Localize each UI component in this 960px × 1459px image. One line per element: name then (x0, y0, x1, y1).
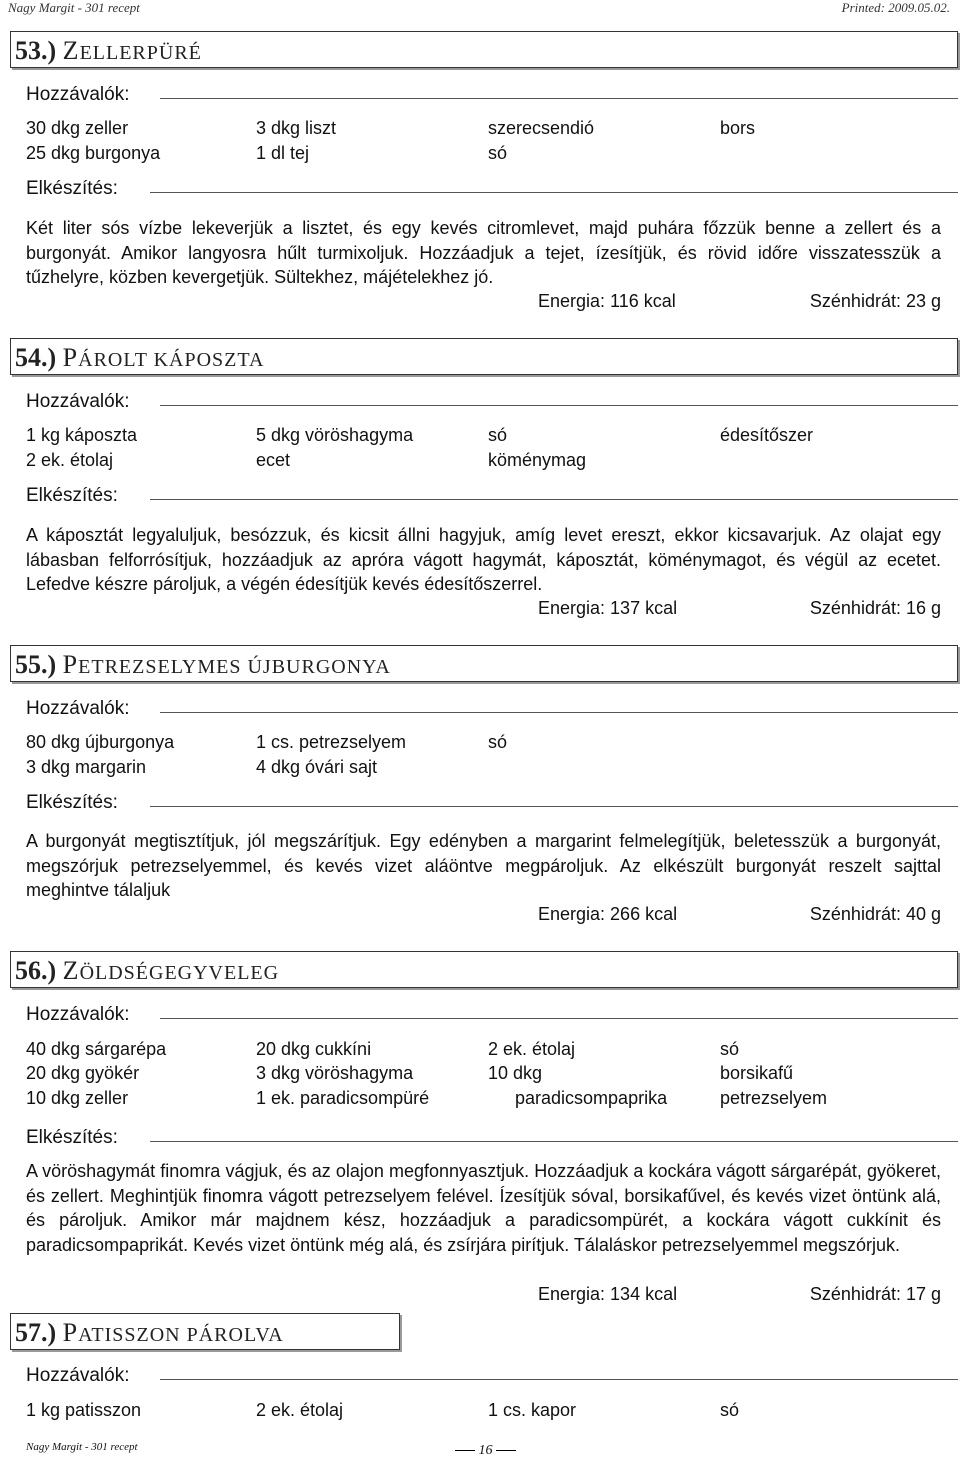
header-right: Printed: 2009.05.02. (841, 0, 950, 15)
page-number (455, 1443, 516, 1459)
recipe-title-57 (10, 1313, 400, 1350)
recipe-title-rest: ETREZSELYMES ÚJBURGONYA (78, 656, 391, 678)
recipe-title-54 (10, 338, 958, 375)
divider (150, 1141, 958, 1142)
ingredient: 80 dkg újburgonya (26, 732, 175, 752)
recipe-title-rest: ÖLDSÉGEGYVELEG (79, 962, 280, 984)
footer-left: Nagy Margit - 301 recept (26, 1441, 138, 1453)
ingredient: só (488, 732, 508, 752)
recipe-number: 54.) (15, 343, 63, 372)
divider (160, 405, 958, 406)
prep-text: A káposztát legyaluljuk, besózzuk, és kicsit állni hagyjuk, amíg levet ereszt, ekkor kicsavarjuk. Az olajat egy lábasban felforrósítjuk, hozzáadjuk az apróra vágott hagymát, káposztát, köménymagot, és végül az ecetet. Lefedve készre pároljuk, a végén édesítjük kevés édesítőszerrel. (26, 525, 941, 595)
carbs-value: Szénhidrát: 23 g (809, 291, 941, 311)
recipe-number: 57.) (15, 1318, 63, 1347)
ingredient: paradicsompaprika (515, 1088, 668, 1108)
ingredient: só (488, 143, 508, 163)
ingredients-label: Hozzávalók: (26, 1004, 130, 1025)
page-dash (496, 1450, 516, 1451)
ingredient: 20 dkg cukkíni (256, 1039, 372, 1059)
recipe-title-rest: ÁROLT KÁPOSZTA (78, 349, 265, 371)
ingredient: 10 dkg zeller (26, 1088, 129, 1108)
recipe-title-initial: P (62, 1318, 79, 1347)
prep-text: A burgonyát megtisztítjuk, jól megszárítjuk. Egy edényben a margarint felmelegítjük, beletesszük a burgonyát, megszórjuk petrezselyemmel, és kevés vizet aláöntve megpároljuk. Az elkészült burgonyát reszelt sajttal meghintve tálaljuk (26, 831, 941, 901)
recipe-title-rest: ELLERPÜRÉ (79, 42, 202, 64)
energy-value: Energia: 266 kcal (538, 904, 678, 924)
ingredient: 1 cs. kapor (488, 1400, 577, 1420)
ingredient: 1 dl tej (256, 143, 310, 163)
ingredients-label: Hozzávalók: (26, 391, 130, 412)
prep-label: Elkészítés: (26, 792, 118, 813)
ingredient: 1 cs. petrezselyem (256, 732, 407, 752)
ingredient: ecet (256, 450, 291, 470)
recipe-title-initial: Z (62, 956, 80, 985)
energy-value: Energia: 116 kcal (538, 291, 676, 311)
recipe-title-55 (10, 645, 958, 682)
ingredient: 30 dkg zeller (26, 118, 129, 138)
ingredient: bors (720, 118, 756, 138)
divider (160, 98, 958, 99)
ingredients-label: Hozzávalók: (26, 1365, 130, 1386)
prep-label: Elkészítés: (26, 178, 118, 199)
ingredient: borsikafű (720, 1063, 794, 1083)
ingredient: 20 dkg gyökér (26, 1063, 140, 1083)
carbs-value: Szénhidrát: 16 g (809, 598, 941, 618)
divider (150, 806, 958, 807)
divider (160, 712, 958, 713)
ingredient: szerecsendió (488, 118, 595, 138)
ingredient: 10 dkg (488, 1063, 543, 1083)
ingredients-label: Hozzávalók: (26, 84, 130, 105)
ingredient: petrezselyem (720, 1088, 828, 1108)
energy-value: Energia: 137 kcal (538, 598, 678, 618)
ingredient: 5 dkg vöröshagyma (256, 425, 414, 445)
recipe-number: 55.) (15, 650, 63, 679)
ingredient: 2 ek. étolaj (488, 1039, 576, 1059)
recipe-number: 53.) (15, 36, 63, 65)
ingredient: 3 dkg margarin (26, 757, 147, 777)
ingredient: 3 dkg liszt (256, 118, 337, 138)
prep-label: Elkészítés: (26, 485, 118, 506)
page-dash (455, 1450, 475, 1451)
recipe-title-56 (10, 951, 958, 988)
ingredient: 1 kg káposzta (26, 425, 138, 445)
divider (150, 499, 958, 500)
ingredients-label: Hozzávalók: (26, 698, 130, 719)
ingredient: 4 dkg óvári sajt (256, 757, 378, 777)
ingredient: só (720, 1039, 740, 1059)
ingredient: 3 dkg vöröshagyma (256, 1063, 414, 1083)
recipe-title-initial: Z (62, 36, 80, 65)
ingredient: 2 ek. étolaj (26, 450, 114, 470)
divider (150, 192, 958, 193)
ingredient: 1 ek. paradicsompüré (256, 1088, 430, 1108)
ingredient: só (488, 425, 508, 445)
recipe-title-initial: P (62, 650, 79, 679)
prep-text: Két liter sós vízbe lekeverjük a lisztet, és egy kevés citromlevet, majd puhára főzzük benne a zellert és a burgonyát. Amikor langyosra hűlt turmixoljuk. Hozzáadjuk a tejet, ízesítjük, és rövid időre visszatesszük a tűzhelyre, közben kevergetjük. Sültekhez, májételekhez jó. (26, 218, 941, 288)
prep-text: A vöröshagymát finomra vágjuk, és az olajon megfonnyasztjuk. Hozzáadjuk a kockára vágott sárgarépát, gyökeret, és zellert. Meghintjük finomra vágott petrezselyem felével. Ízesítjük sóval, borsikafűvel, és kevés vizet öntünk alá, és pároljuk. Amikor már majdnem kész, hozzáadjuk a paradicsompürét, a kockára vágott cukkínit és paradicsompaprikát. Kevés vizet öntünk még alá, és zsírjára pirítjuk. Tálaláskor petrezselyemmel megszórjuk. (26, 1161, 941, 1255)
page-number-value: 16 (478, 1443, 493, 1458)
ingredient: 2 ek. étolaj (256, 1400, 344, 1420)
recipe-title-53 (10, 31, 958, 68)
prep-label: Elkészítés: (26, 1127, 118, 1148)
header-left: Nagy Margit - 301 recept (8, 0, 140, 15)
energy-value: Energia: 134 kcal (538, 1284, 678, 1304)
divider (160, 1379, 958, 1380)
ingredient: 40 dkg sárgarépa (26, 1039, 167, 1059)
carbs-value: Szénhidrát: 17 g (809, 1284, 941, 1304)
ingredient: köménymag (488, 450, 587, 470)
recipe-title-initial: P (62, 343, 79, 372)
divider (160, 1018, 958, 1019)
ingredient: édesítőszer (720, 425, 814, 445)
recipe-number: 56.) (15, 956, 63, 985)
ingredient: 25 dkg burgonya (26, 143, 161, 163)
ingredient: só (720, 1400, 740, 1420)
recipe-title-rest: ATISSZON PÁROLVA (78, 1324, 284, 1346)
carbs-value: Szénhidrát: 40 g (809, 904, 941, 924)
ingredient: 1 kg patisszon (26, 1400, 142, 1420)
